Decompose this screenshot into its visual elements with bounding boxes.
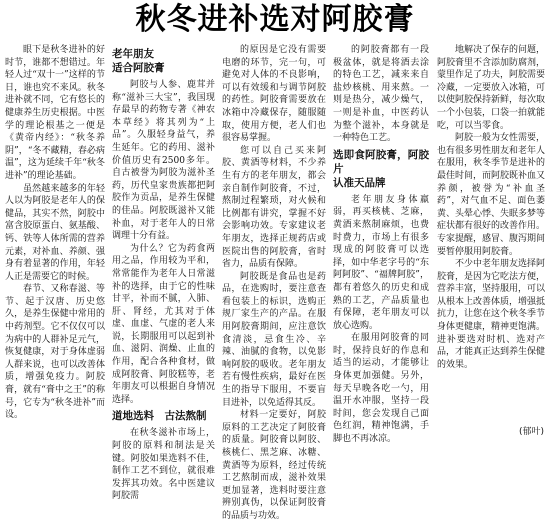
subheading-material [112,409,215,423]
column-2 [112,44,215,502]
paragraph: 老年朋友身体羸弱，再买核桃、芝麻，黄酒来熬制麻烦，也费时费力，市场上有很多现成的阿胶膏可以选择，如中华老字号的“东阿阿胶”、“福牌阿胶”，都有着悠久的历史和成熟的工艺，产品质量也有保障，老年朋友可以放心选购。 [333,194,429,331]
paragraph: 您可以自己买来阿胶、黄酒等材料，不少养生有方的老年朋友，都会亲自制作阿胶膏，不过，熬制过程繁琐，对火候和比例都有讲究，掌握不好会影响功效。专家建议老年朋友，选择正规药店或医院出售的阿胶膏，省时省力，品质有保障。 [222,145,326,270]
paragraph: 在秋冬滋补市场上，阿胶的原料和制法是关键。阿胶如果选料不佳，制作工艺不到位，就很难发挥其功效。名中医建议阿胶需 [112,428,215,502]
column-3 [222,44,326,521]
byline: (郁叶) [518,427,544,437]
paragraph: 阿胶既是食品也是药品，在选购时，要注意查看包装上的标识，选购正规厂家生产的产品。在服用阿胶膏期间，应注意饮食清淡，忌食生冷、辛辣、油腻的食物，以免影响阿胶的吸收。老年朋友若有慢性疾病，最好在医生的指导下服用，不要盲目进补，以免适得其反。 [222,271,326,408]
subheading-line: 老年朋友 [112,48,154,60]
headline-bar [0,0,550,40]
subheading-line: 道地选料 古法熬制 [112,410,207,423]
paragraph: 不少中老年朋友选择阿胶膏，是因为它吃法方便，营养丰富，坚持服用，可以从根本上改善体质，增强抵抗力，让您在这个秋冬季节身体更健康，精神更饱满。进补要选对时机、选对产品，才能真正达到养生保健的效果。 [437,259,546,370]
paragraph: 材料一定要好，阿胶原料的工艺决定了阿胶膏的质量。阿胶膏以阿胶、核桃仁、黑芝麻、冰糖、黄酒等为原料，经过传统工艺熬制而成，滋补效果更加显著，选料时要注意辨别真伪，以保证阿胶膏的品质与功效。 [222,410,326,521]
paragraph: 在服用阿胶膏的同时，保持良好的作息和适当的运动，才能够让身体更加强健。另外，每天早晚各吃一勺，用温开水冲服，坚持一段时间，您会发现自己面色红润，精神饱满，手脚也不再冰凉。 [333,333,429,445]
paragraph: 虽然越来越多的年轻人以为阿胶是老年人的保健品，其实不然，阿胶中富含胶原蛋白、氨基酸、钙、铁等人体所需的营养元素，对补血、养颜、强身有着显著的作用，年轻人正是需要它的时候。 [5,183,105,282]
paragraph: 为什么？它为药食两用之品，作用较为平和，常常能作为老年人日常滋补的选择，由于它的性味甘平，补而不腻，入肺、肝、肾经，尤其对于体虚、血虚、气虚的老人来说，长期服用可以起到补血、滋阴、润燥、止血的作用，配合各种食材，做成阿胶膏、阿胶糕等，老年朋友可以根据自身情况选择。 [112,243,215,405]
paragraph: 阿胶与人参、鹿茸并称“滋补三大宝”，我国现存最早的药物专著《神农本草经》将其列为“上品”。久服轻身益气，养生延年。它的药用、滋补价值历史有2500多年。自古被誉为阿胶为滋补圣药，历代皇家贵族都把阿胶作为贡品，是养生保健的佳品。阿胶既滋补又能补血，对于老年人的日常调理十分有益。 [112,80,215,242]
paragraph: 的阿胶膏都有一段极盆体，就是将酒去涂的特色工艺，减来来自盐炒核桃、用来熬。一则是热分，减少燥气，一则是补血，中医药认为整个滋补，本身就是一种特色工艺。 [333,45,429,144]
subheading-line: 适合阿胶膏 [112,62,165,74]
subheading-brand [333,148,429,190]
paragraph: 眼下是秋冬进补的好时节，谁都不想错过。年轻人过“双十一”这样的节日，谁也究不来风。秋冬进补就不同，它有悠长的健康养生历史根据。中医学的理论根基之一便是《黄帝内经》：“秋冬养阴”，“冬不藏精，春必病温”，这为延续千年“秋冬进补”的理论基础。 [5,45,105,181]
subheading-line: 认准天品牌 [333,176,386,189]
column-5 [437,44,545,436]
article-headline: 秋冬进补选对阿胶膏 [135,2,415,37]
column-4 [333,44,429,445]
column-1 [5,44,105,436]
paragraph: 地解决了保存的问题，阿胶膏里不含添加防腐剂，蒙里作足了功夫，阿胶需要冷藏，一定要放入冰箱，可以使阿胶保持新鲜，每次取一个小包装，口袋一拍就能吃，可以当零食。 [437,45,546,131]
paragraph: 的原因是它没有需要电磨的环节，完一句，可避免对人体的不良影响，可以有效缓和与调节阿胶的药性。阿胶膏需要放在冰箱中冷藏保存，随服随取，使用方便，老人们也很容易掌握。 [222,45,326,144]
subheading-elderly [112,47,215,75]
subheading-line: 选即食阿胶膏，阿胶片 [333,148,429,175]
paragraph: 春节、又称春滋、等节、起于汉唐、历史悠久，是养生保健中常用的中药剂型。它不仅仅可以为病中的人群补足元气，恢复健康，对于身体虚弱人群来说，也可以改善体质，增强免疫力。阿胶膏，就有“膏中之王”的称号，它专为“秋冬进补”而设。 [5,284,105,421]
paragraph: 阿胶一般为女性需要，也有很多男性朋友和老年人在服用，秋冬季节是进补的最佳时间，而阿胶既补血又养颜，被誉为“补血圣药”，对气血不足、面色萎黄、头晕心悸、失眠多梦等症状都有很好的改善作用。专家提醒，感冒、腹泻期间要暂停服用阿胶膏。 [437,133,546,257]
